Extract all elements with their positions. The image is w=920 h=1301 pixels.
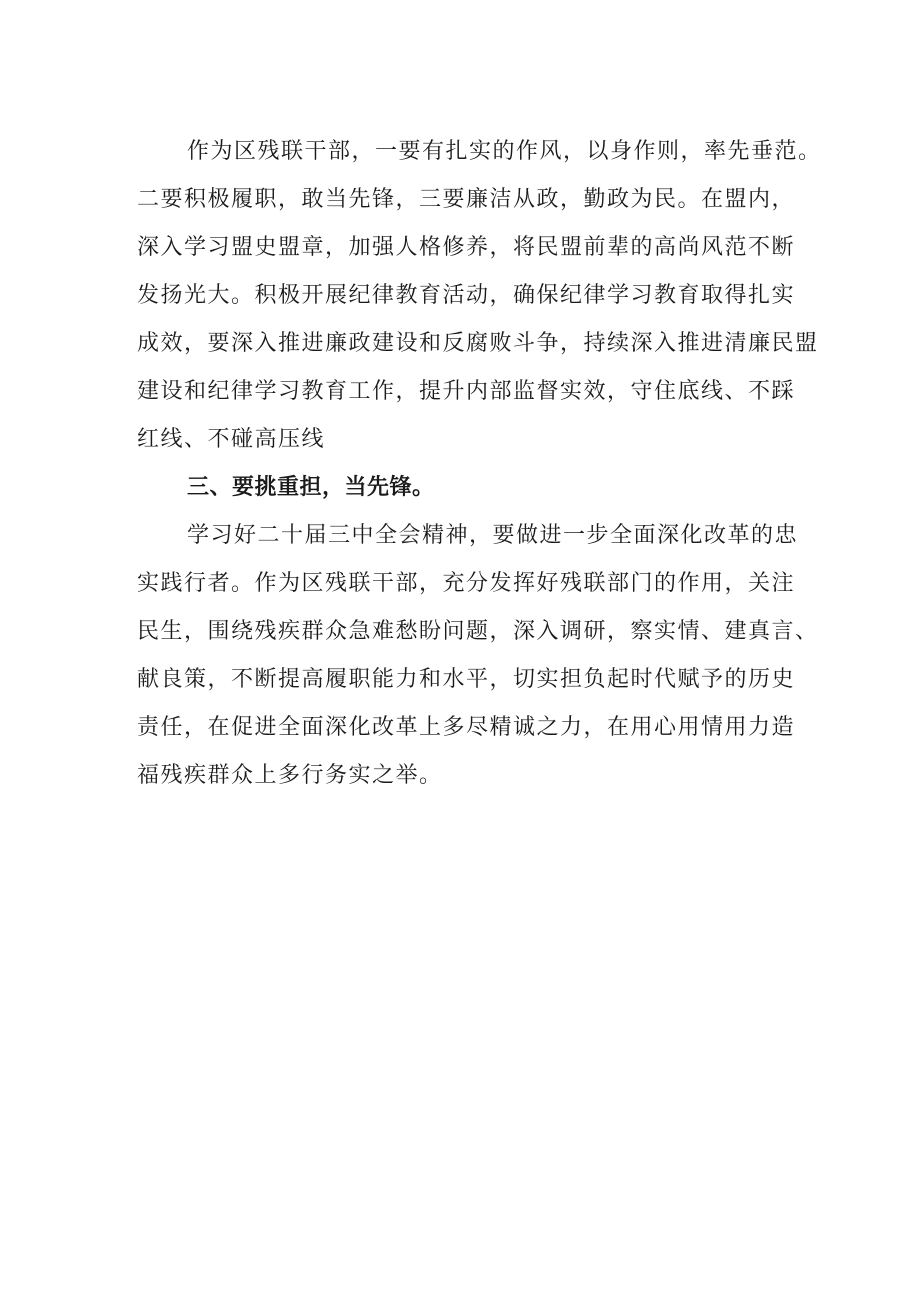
paragraph-responsibilities — [137, 128, 822, 464]
text-line: 福残疾群众上多行务实之举。 — [137, 763, 443, 788]
text-line: 发扬光大。积极开展纪律教育活动，确保纪律学习教育取得扎实 — [137, 283, 796, 308]
text-line: 责任，在促进全面深化改革上多尽精诚之力，在用心用情用力造 — [137, 715, 796, 740]
text-line: 二要积极履职，敢当先锋，三要廉洁从政，勤政为民。在盟内， — [137, 187, 796, 212]
text-line: 民生，围绕残疾群众急难愁盼问题，深入调研，察实情、建真言、 — [137, 619, 819, 644]
text-line: 红线、不碰高压线 — [137, 427, 326, 452]
text-line: 深入学习盟史盟章，加强人格修养，将民盟前辈的高尚风范不断 — [137, 235, 796, 260]
text-line: 献良策，不断提高履职能力和水平，切实担负起时代赋予的历史 — [137, 667, 796, 692]
text-line: 作为区残联干部，一要有扎实的作风，以身作则，率先垂范。 — [187, 139, 822, 164]
document-body — [137, 128, 822, 800]
section-heading: 三、要挑重担，当先锋。 — [187, 475, 435, 500]
text-line: 学习好二十届三中全会精神，要做进一步全面深化改革的忠 — [187, 523, 799, 548]
text-line: 成效，要深入推进廉政建设和反腐败斗争，持续深入推进清廉民盟 — [137, 331, 819, 356]
paragraph-reform — [137, 512, 819, 800]
text-line: 实践行者。作为区残联干部，充分发挥好残联部门的作用，关注 — [137, 571, 796, 596]
text-line: 建设和纪律学习教育工作，提升内部监督实效，守住底线、不踩 — [137, 379, 796, 404]
